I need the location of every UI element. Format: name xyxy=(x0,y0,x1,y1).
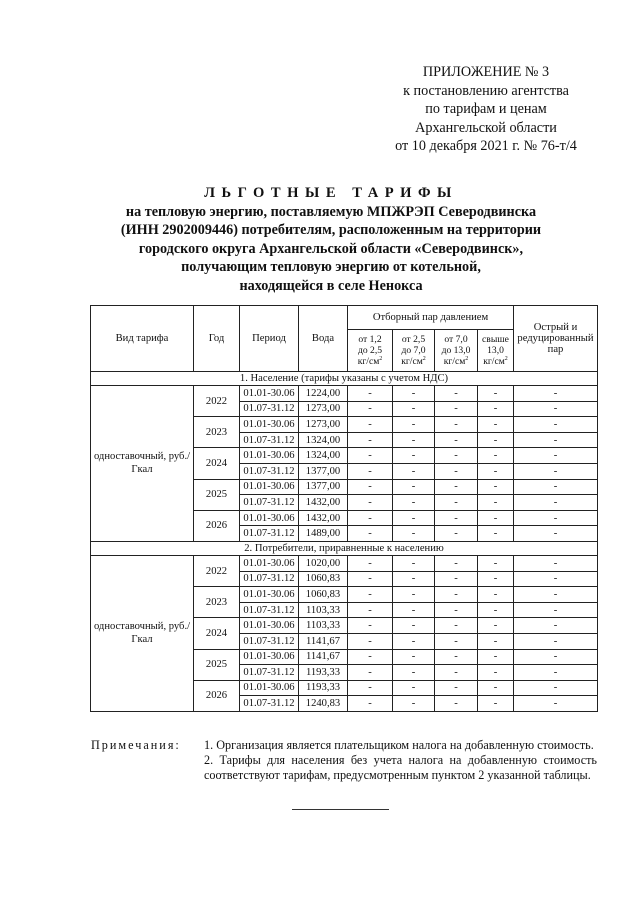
water-cell: 1193,33 xyxy=(299,680,348,696)
pressure-2-cell: - xyxy=(393,463,435,479)
pressure-4-cell: - xyxy=(478,510,514,526)
period-cell: 01.07-31.12 xyxy=(240,571,299,587)
period-cell: 01.01-30.06 xyxy=(240,555,299,571)
section-row xyxy=(91,372,598,386)
period-cell: 01.01-30.06 xyxy=(240,587,299,603)
pressure-4-cell: - xyxy=(478,448,514,464)
pressure-4-cell: - xyxy=(478,696,514,712)
pressure-2-cell: - xyxy=(393,448,435,464)
water-cell: 1273,00 xyxy=(299,401,348,417)
pressure-4-cell: - xyxy=(478,401,514,417)
pressure-3-cell: - xyxy=(435,526,478,542)
water-cell: 1141,67 xyxy=(299,649,348,665)
pressure-3-cell: - xyxy=(435,571,478,587)
pressure-1-cell: - xyxy=(348,401,393,417)
pressure-1-cell: - xyxy=(348,649,393,665)
title-line-2: (ИНН 2902009446) потребителям, расположенным на территории xyxy=(120,222,542,239)
acute-steam-cell: - xyxy=(514,386,598,402)
acute-steam-cell: - xyxy=(514,495,598,511)
water-cell: 1240,83 xyxy=(299,696,348,712)
acute-steam-cell: - xyxy=(514,510,598,526)
title-line-1: на тепловую энергию, поставляемую МПЖРЭП Северодвинска xyxy=(125,203,537,220)
acute-steam-cell: - xyxy=(514,665,598,681)
pressure-3-cell: - xyxy=(435,618,478,634)
water-cell: 1273,00 xyxy=(299,417,348,433)
pressure-4-cell: - xyxy=(478,479,514,495)
period-cell: 01.01-30.06 xyxy=(240,386,299,402)
period-cell: 01.07-31.12 xyxy=(240,696,299,712)
period-cell: 01.01-30.06 xyxy=(240,448,299,464)
pressure-2-cell: - xyxy=(393,386,435,402)
header-water: Вода xyxy=(299,306,348,372)
pressure-2-cell: - xyxy=(393,587,435,603)
pressure-1-cell: - xyxy=(348,495,393,511)
pressure-3-cell: - xyxy=(435,448,478,464)
pressure-3-cell: - xyxy=(435,463,478,479)
water-cell: 1324,00 xyxy=(299,448,348,464)
pressure-2-cell: - xyxy=(393,432,435,448)
section-title: 2. Потребители, приравненные к населению xyxy=(91,541,598,555)
pressure-1-cell: - xyxy=(348,526,393,542)
year-cell: 2026 xyxy=(194,680,240,711)
pressure-4-cell: - xyxy=(478,602,514,618)
header-pressure-2: от 2,5 до 7,0 $кг/см^2$ xyxy=(393,330,435,372)
water-cell: 1020,00 xyxy=(299,555,348,571)
pressure-3-cell: - xyxy=(435,633,478,649)
water-cell: 1060,83 xyxy=(299,571,348,587)
header-year: Год xyxy=(194,306,240,372)
pressure-2-cell: - xyxy=(393,479,435,495)
pressure-1-cell: - xyxy=(348,386,393,402)
pressure-1-cell: - xyxy=(348,479,393,495)
note-item-1: 1. Организация является плательщиком налога на добавленную стоимость. xyxy=(204,738,594,752)
pressure-4-cell: - xyxy=(478,555,514,571)
period-cell: 01.01-30.06 xyxy=(240,649,299,665)
acute-steam-cell: - xyxy=(514,618,598,634)
table-row xyxy=(91,386,598,402)
period-cell: 01.07-31.12 xyxy=(240,633,299,649)
pressure-4-cell: - xyxy=(478,665,514,681)
period-cell: 01.01-30.06 xyxy=(240,510,299,526)
tariff-table xyxy=(90,305,598,712)
period-cell: 01.01-30.06 xyxy=(240,417,299,433)
header-period: Период xyxy=(240,306,299,372)
header-pressure-3: от 7,0 до 13,0 $кг/см^2$ xyxy=(435,330,478,372)
header-line-5: от 10 декабря 2021 г. № 76-т/4 xyxy=(395,138,577,154)
water-cell: 1432,00 xyxy=(299,495,348,511)
notes-text xyxy=(204,738,597,782)
notes-label: Примечания: xyxy=(91,738,181,752)
pressure-4-cell: - xyxy=(478,649,514,665)
header-line-2: к постановлению агентства xyxy=(403,82,569,99)
table-header-row xyxy=(91,306,598,330)
pressure-1-cell: - xyxy=(348,602,393,618)
title-line-3: городского округа Архангельской области «Северодвинск», xyxy=(138,240,524,257)
period-cell: 01.01-30.06 xyxy=(240,680,299,696)
acute-steam-cell: - xyxy=(514,448,598,464)
pressure-3-cell: - xyxy=(435,665,478,681)
pressure-2-cell: - xyxy=(393,602,435,618)
note-item-2: 2. Тарифы для населения без учета налога на добавленную стоимость соответствуют тарифам, предусмотренным пунктом 2 указанной таблицы. xyxy=(204,752,597,782)
pressure-2-cell: - xyxy=(393,618,435,634)
year-cell: 2026 xyxy=(194,510,240,541)
header-line-4: Архангельской области xyxy=(415,119,557,136)
period-cell: 01.07-31.12 xyxy=(240,401,299,417)
pressure-4-cell: - xyxy=(478,587,514,603)
water-cell: 1377,00 xyxy=(299,479,348,495)
document-title xyxy=(96,184,566,296)
pressure-3-cell: - xyxy=(435,401,478,417)
water-cell: 1224,00 xyxy=(299,386,348,402)
year-cell: 2022 xyxy=(194,555,240,586)
pressure-4-cell: - xyxy=(478,680,514,696)
pressure-4-cell: - xyxy=(478,618,514,634)
pressure-4-cell: - xyxy=(478,432,514,448)
year-cell: 2025 xyxy=(194,479,240,510)
pressure-4-cell: - xyxy=(478,526,514,542)
pressure-4-cell: - xyxy=(478,386,514,402)
pressure-4-cell: - xyxy=(478,495,514,511)
acute-steam-cell: - xyxy=(514,602,598,618)
pressure-1-cell: - xyxy=(348,555,393,571)
pressure-2-cell: - xyxy=(393,649,435,665)
year-cell: 2023 xyxy=(194,417,240,448)
table-row xyxy=(91,555,598,571)
period-cell: 01.01-30.06 xyxy=(240,618,299,634)
pressure-3-cell: - xyxy=(435,386,478,402)
pressure-3-cell: - xyxy=(435,696,478,712)
title-line-5: находящейся в селе Ненокса xyxy=(239,277,423,294)
pressure-2-cell: - xyxy=(393,696,435,712)
pressure-1-cell: - xyxy=(348,510,393,526)
tariff-type-cell: одноставочный, руб./Гкал xyxy=(91,555,194,711)
pressure-1-cell: - xyxy=(348,463,393,479)
header-line-3: по тарифам и ценам xyxy=(425,101,547,117)
section-row xyxy=(91,541,598,555)
pressure-2-cell: - xyxy=(393,510,435,526)
acute-steam-cell: - xyxy=(514,432,598,448)
acute-steam-cell: - xyxy=(514,571,598,587)
period-cell: 01.07-31.12 xyxy=(240,432,299,448)
pressure-3-cell: - xyxy=(435,587,478,603)
water-cell: 1193,33 xyxy=(299,665,348,681)
header-tariff-type: Вид тарифа xyxy=(91,306,194,372)
header-steam-pressure: Отборный пар давлением xyxy=(348,306,514,330)
period-cell: 01.07-31.12 xyxy=(240,665,299,681)
appendix-number: ПРИЛОЖЕНИЕ № 3 xyxy=(422,64,550,80)
acute-steam-cell: - xyxy=(514,526,598,542)
pressure-2-cell: - xyxy=(393,495,435,511)
pressure-1-cell: - xyxy=(348,680,393,696)
pressure-1-cell: - xyxy=(348,618,393,634)
acute-steam-cell: - xyxy=(514,649,598,665)
title-main: ЛЬГОТНЫЕ ТАРИФЫ xyxy=(204,185,458,201)
pressure-1-cell: - xyxy=(348,665,393,681)
year-cell: 2024 xyxy=(194,448,240,479)
year-cell: 2022 xyxy=(194,386,240,417)
tariff-type-cell: одноставочный, руб./Гкал xyxy=(91,386,194,542)
pressure-1-cell: - xyxy=(348,417,393,433)
pressure-4-cell: - xyxy=(478,633,514,649)
acute-steam-cell: - xyxy=(514,680,598,696)
water-cell: 1141,67 xyxy=(299,633,348,649)
acute-steam-cell: - xyxy=(514,463,598,479)
pressure-1-cell: - xyxy=(348,633,393,649)
pressure-4-cell: - xyxy=(478,463,514,479)
acute-steam-cell: - xyxy=(514,587,598,603)
period-cell: 01.07-31.12 xyxy=(240,526,299,542)
pressure-3-cell: - xyxy=(435,417,478,433)
header-acute-steam: Острый и редуцированный пар xyxy=(514,306,598,372)
document-header xyxy=(386,63,586,156)
pressure-3-cell: - xyxy=(435,555,478,571)
pressure-3-cell: - xyxy=(435,510,478,526)
header-pressure-1: от 1,2 до 2,5 $кг/см^2$ xyxy=(348,330,393,372)
acute-steam-cell: - xyxy=(514,633,598,649)
pressure-1-cell: - xyxy=(348,448,393,464)
pressure-2-cell: - xyxy=(393,571,435,587)
acute-steam-cell: - xyxy=(514,696,598,712)
pressure-2-cell: - xyxy=(393,526,435,542)
pressure-3-cell: - xyxy=(435,495,478,511)
pressure-2-cell: - xyxy=(393,680,435,696)
water-cell: 1060,83 xyxy=(299,587,348,603)
period-cell: 01.01-30.06 xyxy=(240,479,299,495)
acute-steam-cell: - xyxy=(514,555,598,571)
pressure-2-cell: - xyxy=(393,555,435,571)
pressure-1-cell: - xyxy=(348,571,393,587)
pressure-1-cell: - xyxy=(348,432,393,448)
acute-steam-cell: - xyxy=(514,479,598,495)
pressure-3-cell: - xyxy=(435,432,478,448)
acute-steam-cell: - xyxy=(514,401,598,417)
acute-steam-cell: - xyxy=(514,417,598,433)
title-line-4: получающим тепловую энергию от котельной, xyxy=(181,259,481,276)
year-cell: 2024 xyxy=(194,618,240,649)
pressure-3-cell: - xyxy=(435,680,478,696)
tariff-table-body xyxy=(91,306,598,712)
pressure-2-cell: - xyxy=(393,401,435,417)
pressure-2-cell: - xyxy=(393,633,435,649)
section-title: 1. Население (тарифы указаны с учетом НДС) xyxy=(91,372,598,386)
pressure-3-cell: - xyxy=(435,649,478,665)
water-cell: 1324,00 xyxy=(299,432,348,448)
period-cell: 01.07-31.12 xyxy=(240,602,299,618)
end-divider xyxy=(292,809,389,810)
period-cell: 01.07-31.12 xyxy=(240,463,299,479)
year-cell: 2025 xyxy=(194,649,240,680)
pressure-1-cell: - xyxy=(348,587,393,603)
header-pressure-4: свыше 13,0 $кг/см^2$ xyxy=(478,330,514,372)
water-cell: 1432,00 xyxy=(299,510,348,526)
water-cell: 1489,00 xyxy=(299,526,348,542)
pressure-4-cell: - xyxy=(478,417,514,433)
pressure-2-cell: - xyxy=(393,417,435,433)
water-cell: 1103,33 xyxy=(299,602,348,618)
water-cell: 1377,00 xyxy=(299,463,348,479)
pressure-1-cell: - xyxy=(348,696,393,712)
year-cell: 2023 xyxy=(194,587,240,618)
pressure-2-cell: - xyxy=(393,665,435,681)
period-cell: 01.07-31.12 xyxy=(240,495,299,511)
pressure-3-cell: - xyxy=(435,479,478,495)
pressure-3-cell: - xyxy=(435,602,478,618)
pressure-4-cell: - xyxy=(478,571,514,587)
water-cell: 1103,33 xyxy=(299,618,348,634)
